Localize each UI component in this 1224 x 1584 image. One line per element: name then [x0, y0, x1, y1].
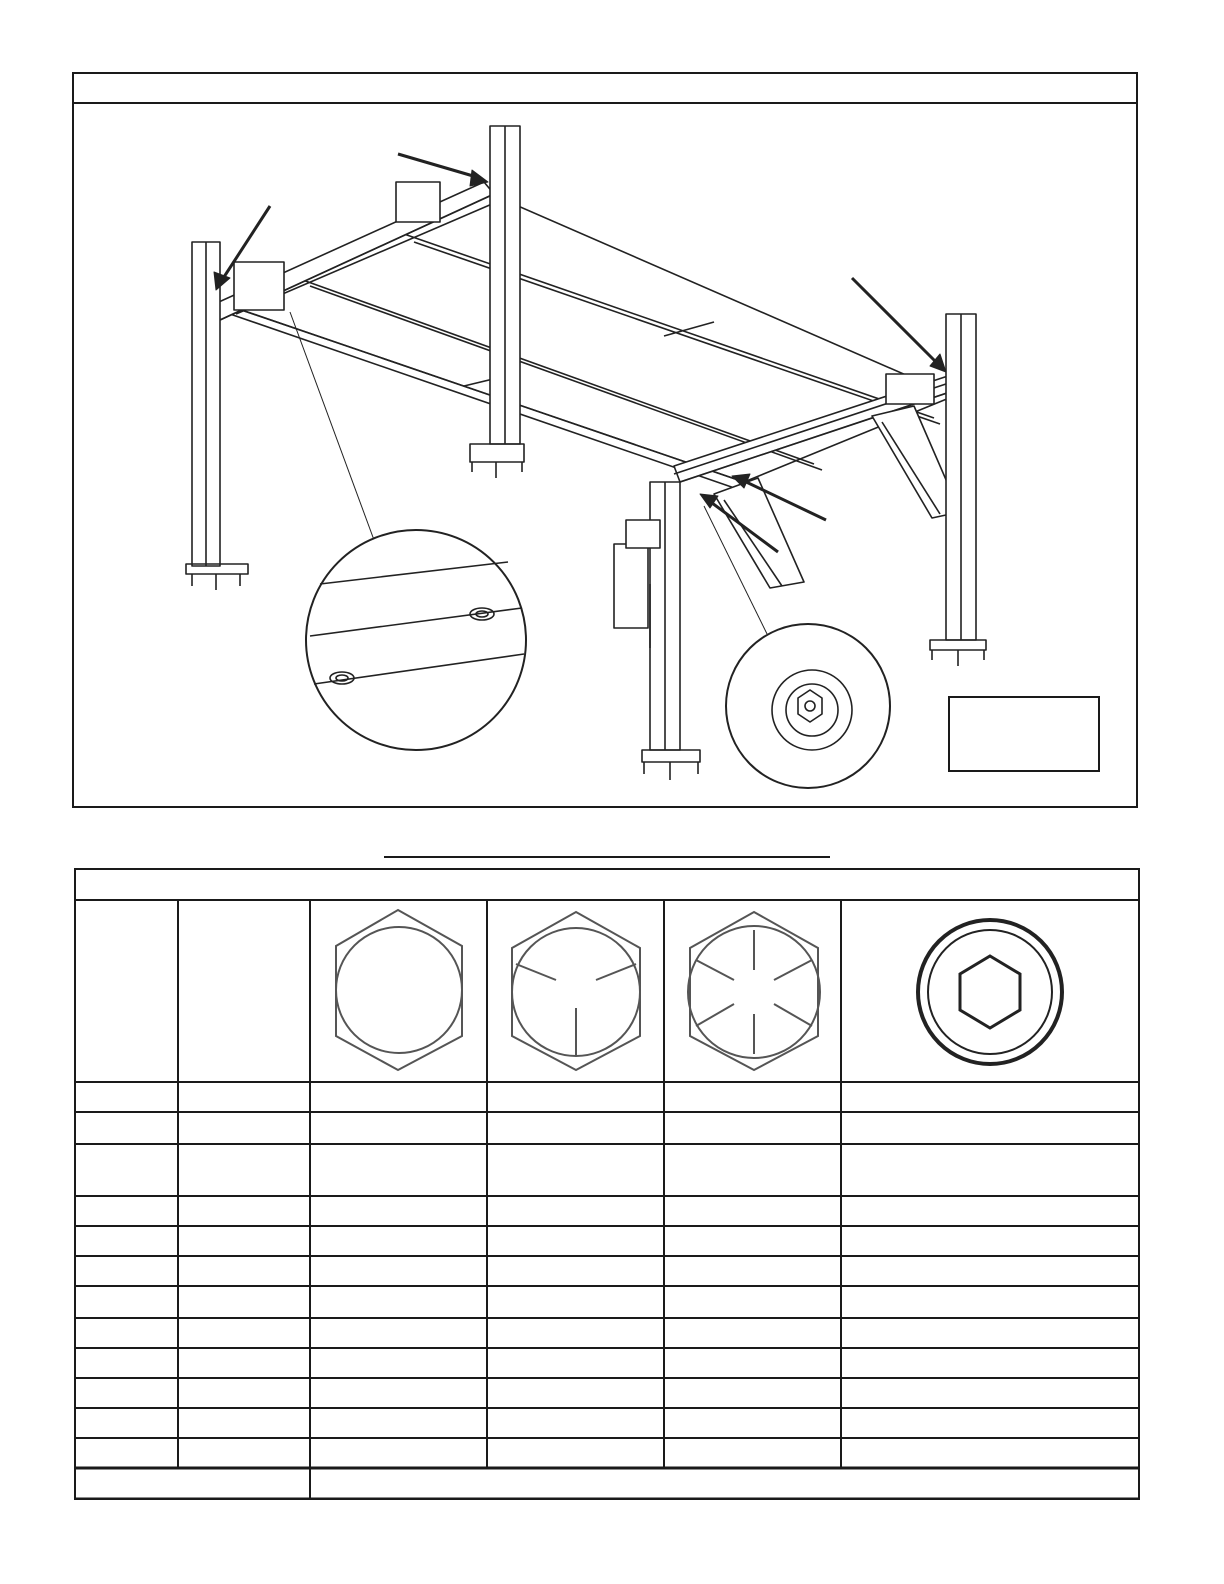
figure-label-box	[948, 696, 1100, 772]
hex-plain-icon	[336, 910, 462, 1070]
table-grid	[74, 868, 1140, 1500]
table-title	[384, 842, 830, 858]
lift-diagram-figure	[72, 72, 1138, 808]
hex-three-slot-icon	[512, 912, 640, 1070]
runway-left	[224, 192, 954, 492]
socket-hex-ring-icon	[918, 920, 1062, 1064]
table-header-text	[74, 868, 1140, 900]
table-footer-left	[74, 1470, 310, 1498]
detail-callout-right	[726, 624, 890, 788]
ramp-left	[714, 478, 804, 588]
lock-cover-rear	[396, 182, 440, 222]
lock-cover-right	[886, 374, 934, 404]
table-row-lines	[75, 1112, 1139, 1468]
table-column-lines	[178, 900, 841, 1499]
lock-cover-left	[234, 262, 284, 310]
fastener-chart-table	[74, 868, 1140, 1500]
detail-callout-left	[306, 530, 526, 750]
hex-six-slot-icon	[688, 912, 820, 1070]
table-footer-right	[312, 1470, 1138, 1498]
